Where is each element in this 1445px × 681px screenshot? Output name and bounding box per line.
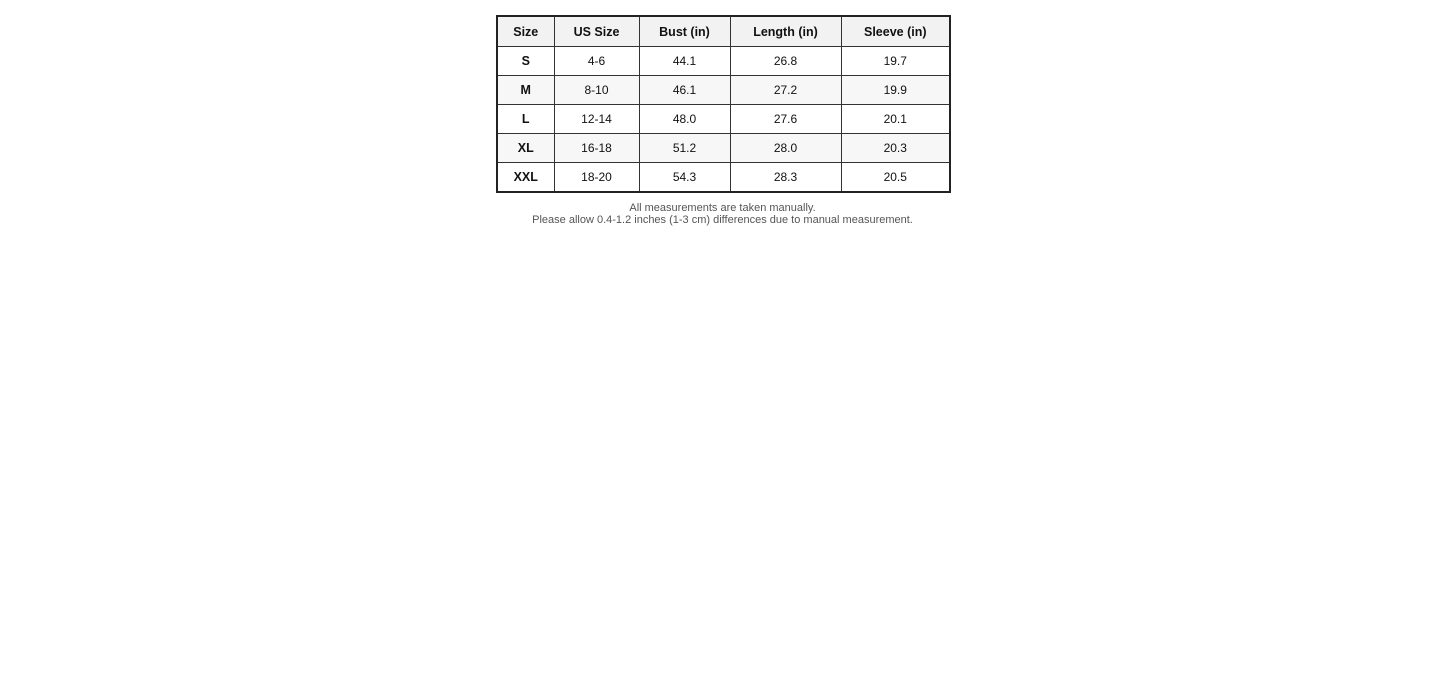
sleeve-cell: 20.1 <box>841 105 950 134</box>
us-size-cell: 4-6 <box>554 47 639 76</box>
bust-cell: 46.1 <box>639 76 730 105</box>
header-sleeve: Sleeve (in) <box>841 16 950 47</box>
table-row <box>497 163 950 193</box>
bust-cell: 54.3 <box>639 163 730 193</box>
header-us-size: US Size <box>554 16 639 47</box>
measurement-note-tolerance: Please allow 0.4-1.2 inches (1-3 cm) differences due to manual measurement. <box>532 214 913 226</box>
size-cell: M <box>497 76 554 105</box>
table-row <box>497 47 950 76</box>
length-cell: 28.0 <box>730 134 841 163</box>
us-size-cell: 18-20 <box>554 163 639 193</box>
size-chart-container <box>496 15 949 226</box>
table-row <box>497 105 950 134</box>
size-cell: XL <box>497 134 554 163</box>
length-cell: 27.6 <box>730 105 841 134</box>
size-chart-header <box>497 16 950 47</box>
table-row <box>497 76 950 105</box>
sleeve-cell: 19.7 <box>841 47 950 76</box>
size-chart-table <box>496 15 951 193</box>
sleeve-cell: 19.9 <box>841 76 950 105</box>
size-chart-body <box>497 47 950 193</box>
us-size-cell: 16-18 <box>554 134 639 163</box>
length-cell: 26.8 <box>730 47 841 76</box>
size-cell: XXL <box>497 163 554 193</box>
length-cell: 27.2 <box>730 76 841 105</box>
table-row <box>497 134 950 163</box>
sleeve-cell: 20.5 <box>841 163 950 193</box>
header-size: Size <box>497 16 554 47</box>
header-row <box>497 16 950 47</box>
bust-cell: 51.2 <box>639 134 730 163</box>
sleeve-cell: 20.3 <box>841 134 950 163</box>
header-length: Length (in) <box>730 16 841 47</box>
us-size-cell: 8-10 <box>554 76 639 105</box>
measurement-notes <box>496 202 949 226</box>
length-cell: 28.3 <box>730 163 841 193</box>
size-cell: S <box>497 47 554 76</box>
bust-cell: 44.1 <box>639 47 730 76</box>
size-cell: L <box>497 105 554 134</box>
header-bust: Bust (in) <box>639 16 730 47</box>
bust-cell: 48.0 <box>639 105 730 134</box>
measurement-note-manual: All measurements are taken manually. <box>629 202 816 214</box>
us-size-cell: 12-14 <box>554 105 639 134</box>
